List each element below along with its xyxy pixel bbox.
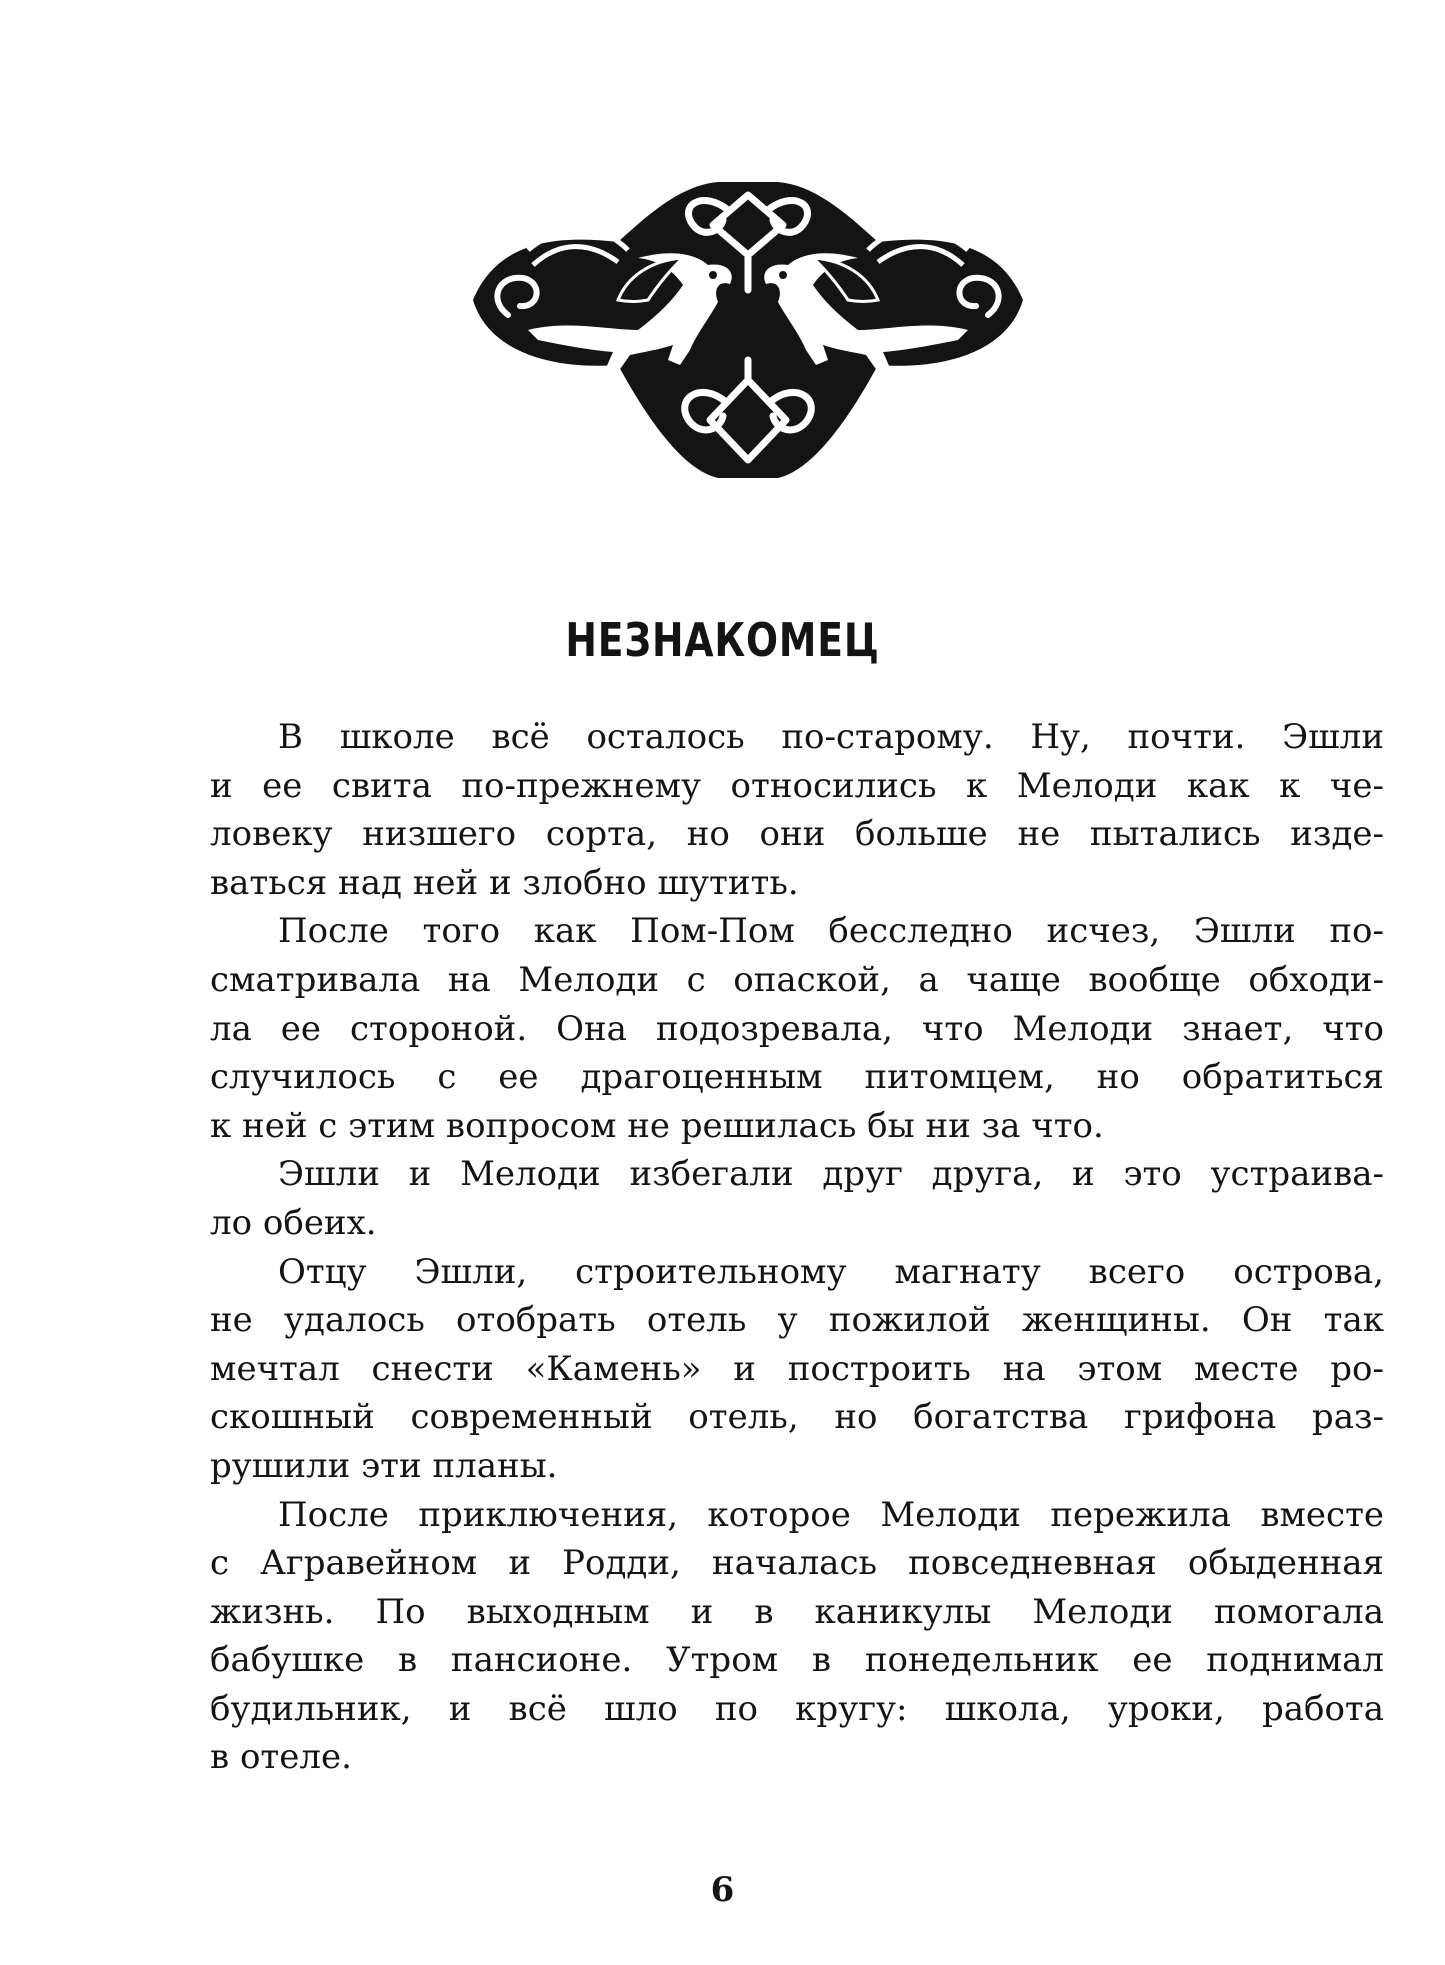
text-line: ловеку низшего сорта, но они больше не пытались изде- [210,814,1384,855]
text-line: скошный современный отель, но богатства грифона раз- [210,1397,1384,1438]
griffin-ornament-icon [468,180,1028,480]
chapter-title: НЕЗНАКОМЕЦ [565,613,880,667]
text-line: в отеле. [210,1737,352,1778]
text-line: сматривала на Мелоди с опаской, а чаще вообще обходи- [210,959,1384,1000]
text-line: Эшли и Мелоди избегали друг друга, и это устраива- [278,1154,1384,1195]
text-line: мечтал снести «Камень» и построить на этом месте ро- [210,1348,1384,1389]
text-line: Отцу Эшли, строительному магнату всего острова, [278,1251,1384,1292]
text-line: случилось с ее драгоценным питомцем, но обратиться [210,1057,1384,1098]
text-line: бабушке в пансионе. Утром в понедельник ее поднимал [210,1640,1384,1681]
text-line: ваться над ней и злобно шутить. [210,862,799,903]
text-line: жизнь. По выходным и в каникулы Мелоди помогала [210,1591,1384,1632]
text-line: После того как Пом-Пом бесследно исчез, Эшли по- [278,911,1384,952]
body-text [210,713,1384,1782]
text-line: После приключения, которое Мелоди пережила вместе [278,1494,1384,1535]
text-line: к ней с этим вопросом не решилась бы ни за что. [210,1105,1104,1146]
text-line: и ее свита по-прежнему относились к Мелоди как к че- [210,765,1384,806]
text-line: ла ее стороной. Она подозревала, что Мелоди знает, что [210,1008,1384,1049]
text-line: ло обеих. [210,1202,377,1243]
text-line: рушили эти планы. [210,1445,558,1486]
text-line: с Агравейном и Родди, началась повседневная обыденная [210,1543,1384,1584]
text-line: не удалось отобрать отель у пожилой женщины. Он так [210,1300,1384,1341]
text-line: будильник, и всё шло по кругу: школа, уроки, работа [210,1688,1384,1729]
text-line: В школе всё осталось по-старому. Ну, почти. Эшли [278,717,1384,757]
page-number: 6 [710,1870,735,1910]
